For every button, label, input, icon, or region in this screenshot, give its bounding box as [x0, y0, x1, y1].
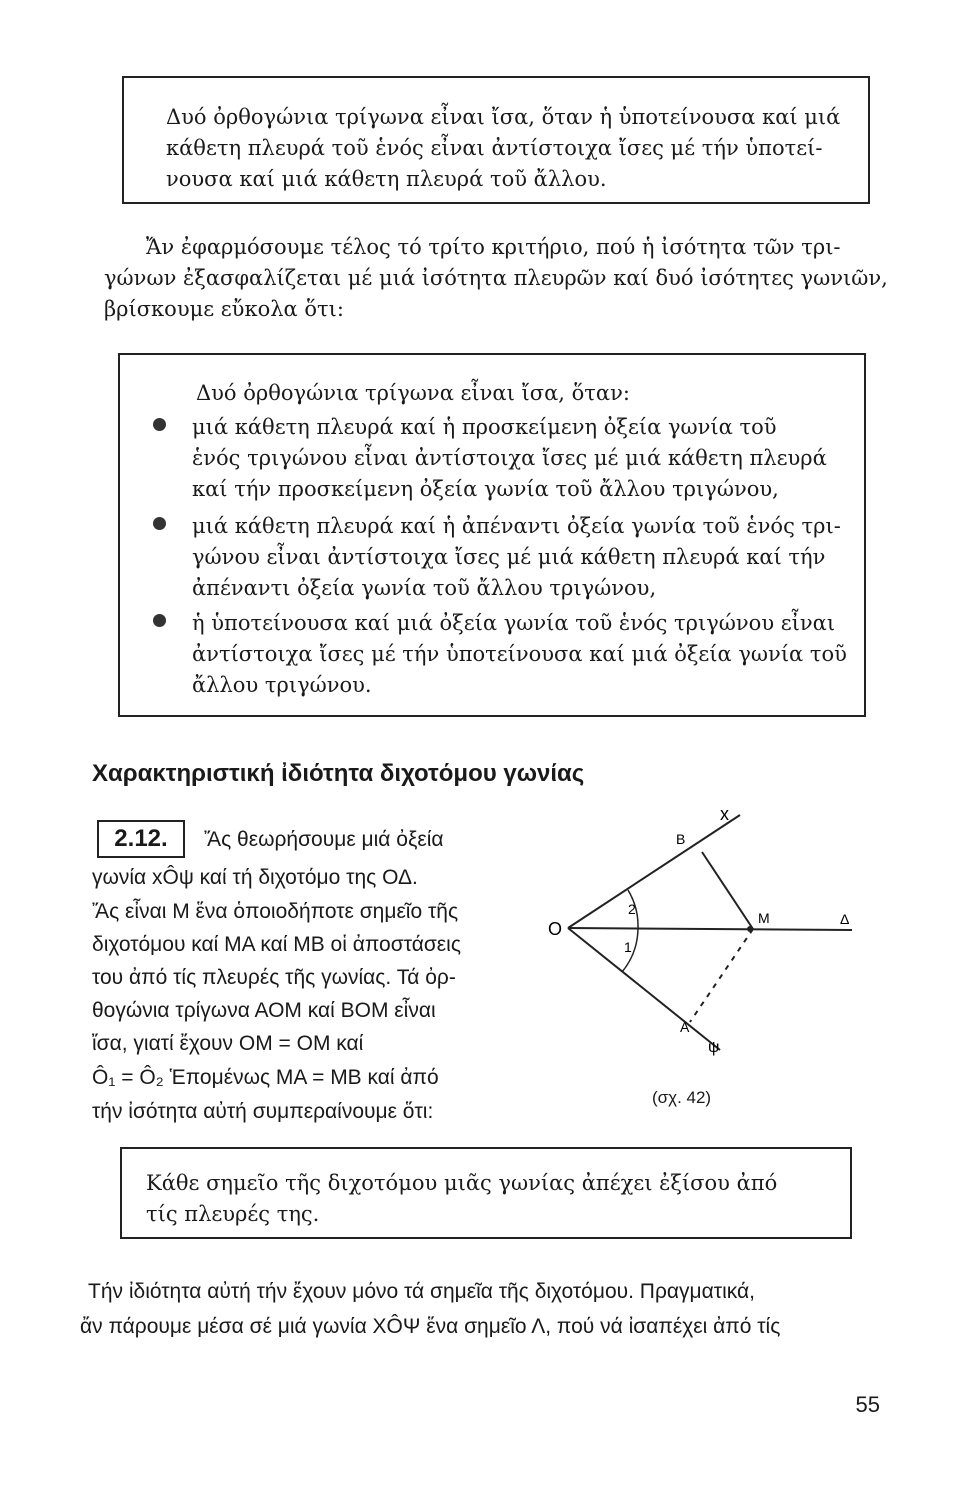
label-o: Ο: [548, 919, 563, 939]
box2-item2-line1: μιά κάθετη πλευρά καί ἡ ἀπέναντι ὀξεία γωνία τοῦ ἑνός τρι-: [192, 514, 841, 538]
section-number: 2.12.: [97, 820, 185, 858]
box3-line-1: Κάθε σημεῖο τῆς διχοτόμου μιᾶς γωνίας ἀπέχει ἐξίσου ἀπό: [146, 1171, 778, 1195]
box2-item3-line3: ἄλλου τριγώνου.: [192, 673, 372, 697]
box2-item1-line1: μιά κάθετη πλευρά καί ἡ προσκείμενη ὀξεία γωνία τοῦ: [192, 415, 777, 439]
section-line-9: τήν ἰσότητα αὐτή συμπεραίνουμε ὅτι:: [92, 1100, 434, 1123]
label-x: x: [720, 804, 729, 824]
bisector-od: [568, 928, 852, 930]
box2-item1-line3: καί τήν προσκείμενη ὀξεία γωνία τοῦ ἄλλου τριγώνου,: [192, 477, 779, 501]
box2-item2-line2: γώνου εἶναι ἀντίστοιχα ἴσες μέ μιά κάθετη πλευρά καί τήν: [192, 545, 826, 569]
outro-line-1: Τήν ἰδιότητα αὐτή τήν ἔχουν μόνο τά σημεῖα τῆς διχοτόμου. Πραγματικά,: [88, 1280, 755, 1303]
label-b: Β: [676, 831, 686, 847]
angle-bisector-figure: [540, 790, 870, 1070]
section-line-4: διχοτόμου καί ΜΑ καί ΜΒ οἱ ἀποστάσεις: [92, 933, 461, 956]
figure-caption: (σχ. 42): [652, 1088, 712, 1107]
box2-item3-line1: ἡ ὑποτείνουσα καί μιά ὀξεία γωνία τοῦ ἑνός τριγώνου εἶναι: [192, 611, 836, 635]
section-line-8: Ô₁ = Ô₂ Ἑπομένως ΜΑ = ΜΒ καί ἀπό: [92, 1066, 439, 1089]
section-line-3: Ἄς εἶναι Μ ἕνα ὁποιοδήποτε σημεῖο τῆς: [92, 900, 459, 923]
section-heading: Χαρακτηριστική ἰδιότητα διχοτόμου γωνίας: [92, 760, 585, 787]
label-delta: Δ: [840, 911, 850, 927]
label-a: Α: [680, 1019, 690, 1035]
box2-item2-line3: ἀπέναντι ὀξεία γωνία τοῦ ἄλλου τριγώνου,: [192, 576, 657, 600]
intro-line-3: βρίσκουμε εὔκολα ὅτι:: [104, 297, 344, 321]
page-number: 55: [855, 1392, 880, 1417]
outro-line-2: ἄν πάρουμε μέσα σέ μιά γωνία ΧÔΨ ἕνα σημεῖο Λ, πού νά ἰσαπέχει ἀπό τίς: [80, 1315, 781, 1338]
intro-line-1: Ἄν ἐφαρμόσουμε τέλος τό τρίτο κριτήριο, πού ἡ ἰσότητα τῶν τρι-: [146, 235, 841, 259]
section-line-5: του ἀπό τίς πλευρές τῆς γωνίας. Τά ὀρ-: [92, 966, 456, 989]
box2-item3-line2: ἀντίστοιχα ἴσες μέ τήν ὑποτείνουσα καί μιά ὀξεία γωνία τοῦ: [192, 642, 847, 666]
section-line-6: θογώνια τρίγωνα ΑΟΜ καί ΒΟΜ εἶναι: [92, 999, 436, 1022]
box2-title: Δυό ὀρθογώνια τρίγωνα εἶναι ἴσα, ὅταν:: [196, 381, 630, 405]
segment-ma: [690, 929, 753, 1022]
ray-opsi: [568, 928, 720, 1050]
box1-line-2: κάθετη πλευρά τοῦ ἑνός εἶναι ἀντίστοιχα ἴσες μέ τήν ὑποτεί-: [166, 136, 823, 160]
intro-line-2: γώνων ἐξασφαλίζεται μέ μιά ἰσότητα πλευρῶν καί δυό ἰσότητες γωνιῶν,: [104, 266, 888, 290]
box3-line-2: τίς πλευρές της.: [146, 1202, 320, 1226]
label-angle-2: 2: [628, 901, 636, 917]
point-m: [747, 926, 753, 932]
section-line-2: γωνία xÔψ καί τή διχοτόμο της ΟΔ.: [92, 866, 418, 889]
bullet-icon: [153, 418, 166, 431]
label-psi: ψ: [708, 1039, 720, 1056]
section-line-1: Ἄς θεωρήσουμε μιά ὀξεία: [204, 828, 444, 851]
bullet-icon: [153, 517, 166, 530]
segment-mb: [702, 852, 753, 929]
label-m: Μ: [758, 910, 770, 926]
section-line-7: ἴσα, γιατί ἔχουν ΟΜ = ΟΜ καί: [92, 1032, 364, 1055]
box2-item1-line2: ἑνός τριγώνου εἶναι ἀντίστοιχα ἴσες μέ μιά κάθετη πλευρά: [192, 446, 827, 470]
box1-line-1: Δυό ὀρθογώνια τρίγωνα εἶναι ἴσα, ὅταν ἡ ὑποτείνουσα καί μιά: [166, 105, 841, 129]
box1-line-3: νουσα καί μιά κάθετη πλευρά τοῦ ἄλλου.: [166, 167, 607, 191]
label-angle-1: 1: [624, 939, 632, 955]
bullet-icon: [153, 614, 166, 627]
